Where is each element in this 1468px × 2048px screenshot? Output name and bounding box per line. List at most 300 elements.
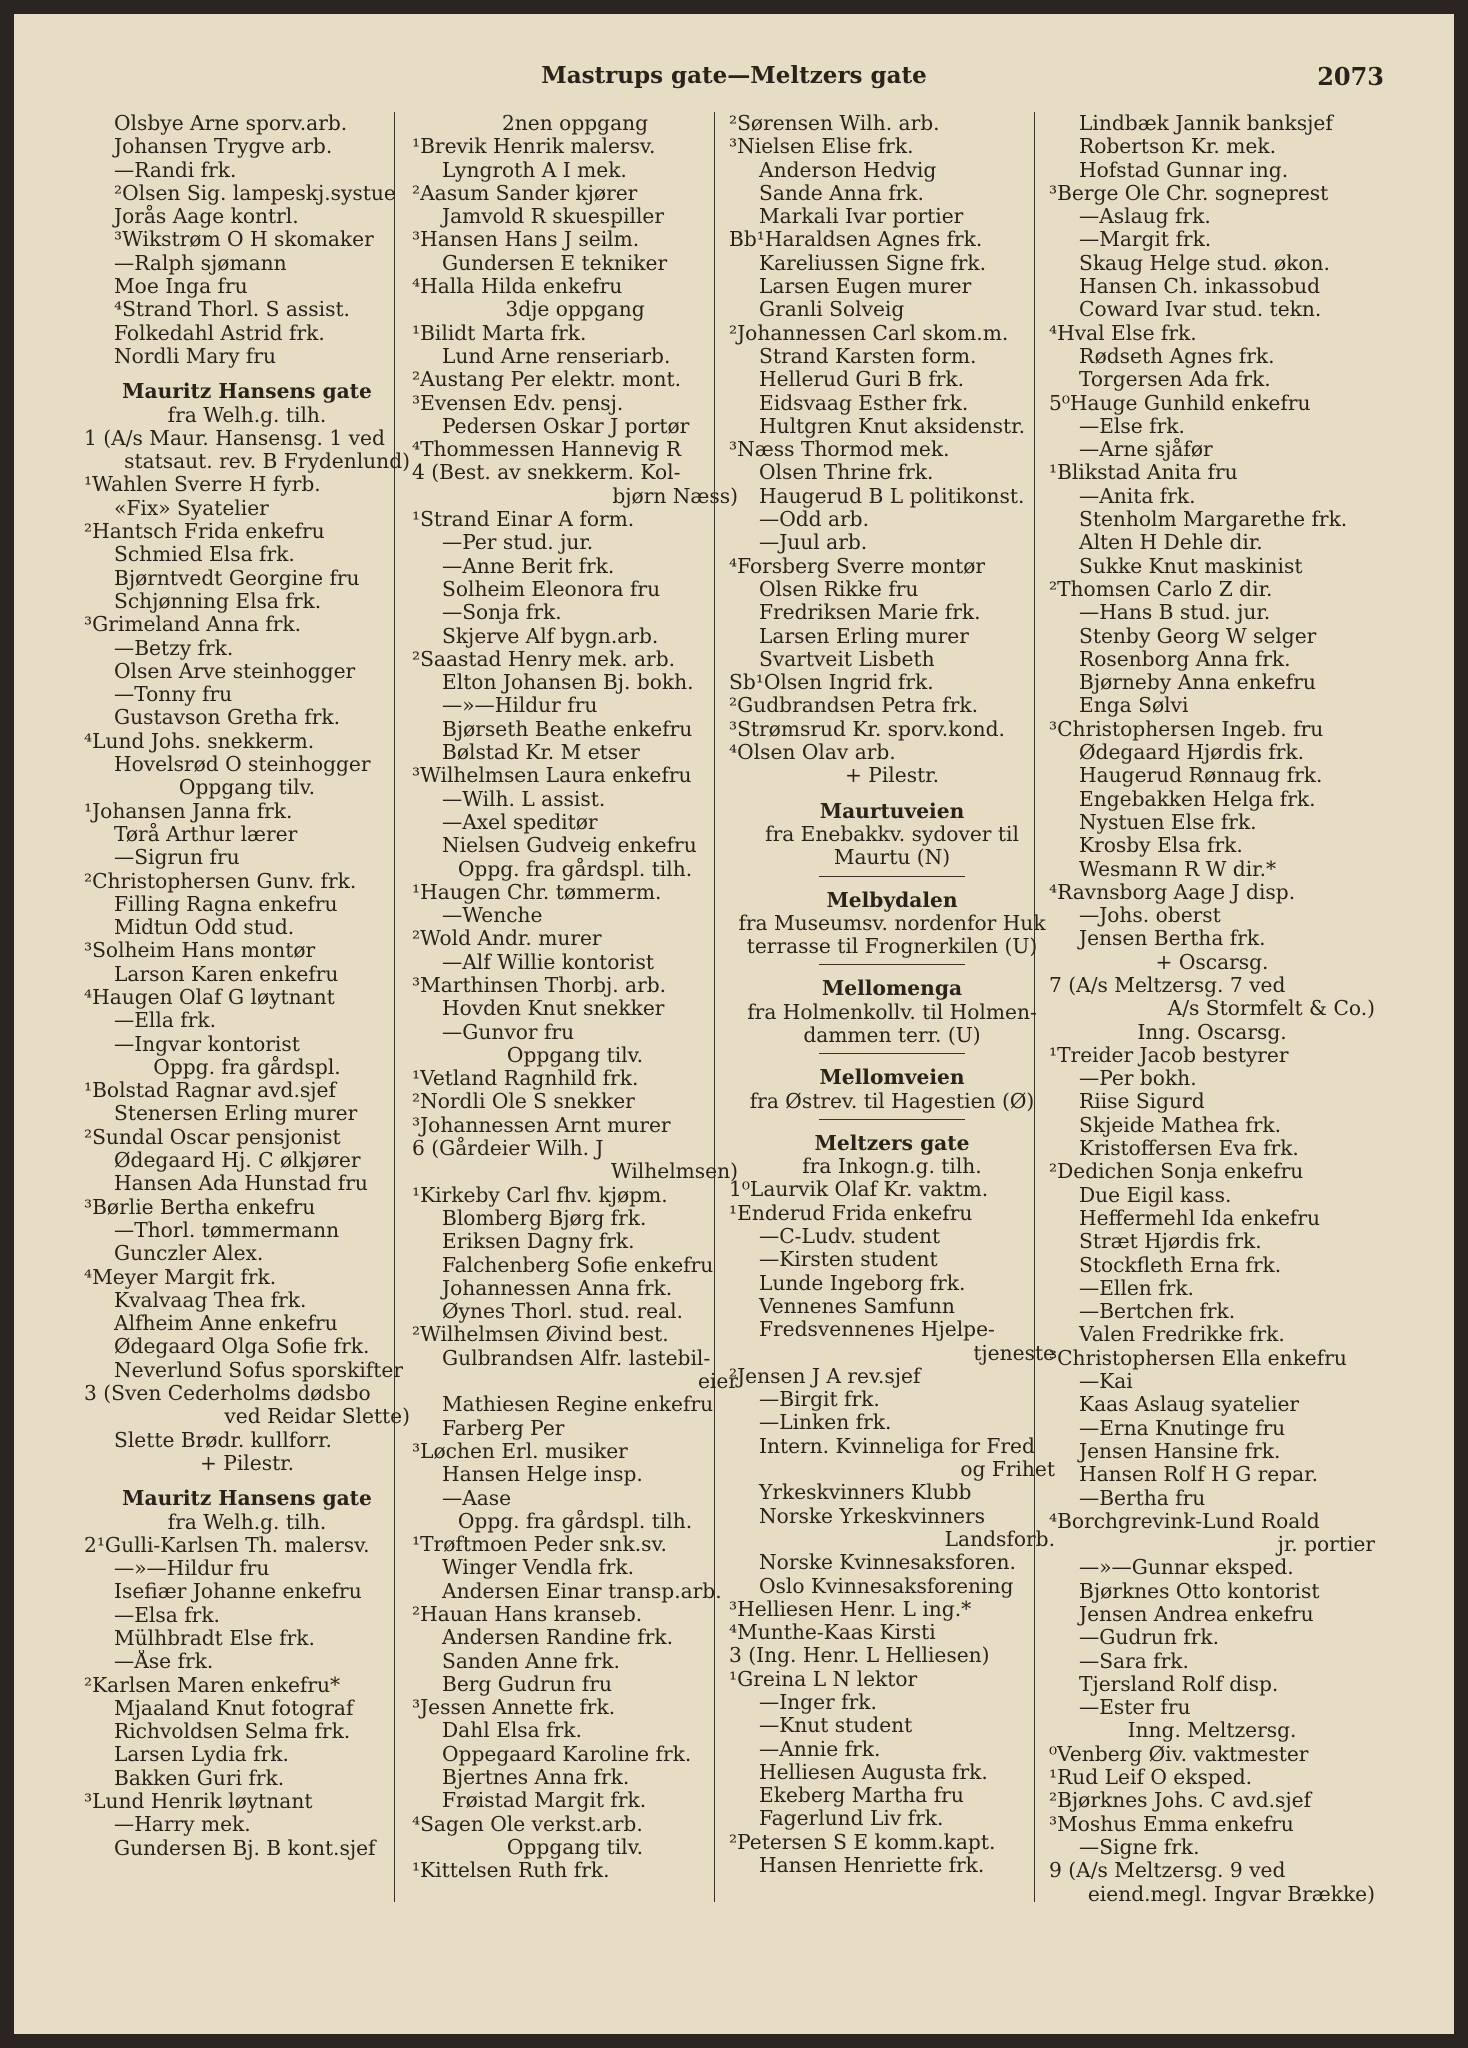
directory-line: Richvoldsen Selma frk. bbox=[114, 1720, 351, 1744]
directory-line: —Per stud. jur. bbox=[442, 531, 594, 555]
directory-line: Valen Fredrikke frk. bbox=[1079, 1323, 1285, 1347]
directory-line: —Wenche bbox=[442, 904, 543, 928]
directory-line: Dahl Elsa frk. bbox=[442, 1719, 582, 1743]
directory-line: fra Welh.g. tilh. bbox=[167, 403, 327, 427]
directory-line: —Sara frk. bbox=[1079, 1649, 1189, 1673]
directory-line: ²Austang Per elektr. mont. bbox=[412, 368, 682, 392]
directory-line: —Anne Berit frk. bbox=[442, 554, 615, 578]
directory-line: ³Evensen Edv. pensj. bbox=[412, 391, 624, 415]
directory-line: ²Olsen Sig. lampeskj.systue bbox=[114, 181, 396, 205]
directory-line: 2¹Gulli-Karlsen Th. malersv. bbox=[84, 1533, 370, 1557]
directory-line: —Bertchen frk. bbox=[1079, 1300, 1236, 1324]
directory-line: Hofstad Gunnar ing. bbox=[1079, 158, 1289, 182]
directory-line: Midtun Odd stud. bbox=[114, 916, 295, 940]
directory-line: Frøistad Margit frk. bbox=[442, 1789, 647, 1813]
directory-line: terrasse til Frognerkilen (U) bbox=[746, 935, 1038, 959]
directory-line: ¹Kirkeby Carl fhv. kjøpm. bbox=[412, 1183, 668, 1207]
directory-line: Ødegaard Hjørdis frk. bbox=[1079, 741, 1304, 765]
directory-line: Farberg Per bbox=[442, 1416, 565, 1440]
directory-line: ²Thomsen Carlo Z dir. bbox=[1049, 577, 1273, 601]
directory-line: fra Museumsv. nordenfor Huk bbox=[738, 911, 1046, 935]
directory-line: Oppgang tilv. bbox=[506, 1835, 644, 1859]
directory-line: Stenersen Erling murer bbox=[114, 1102, 358, 1126]
directory-line: Nystuen Else frk. bbox=[1079, 810, 1257, 834]
directory-line: Olsen Thrine frk. bbox=[759, 461, 934, 485]
directory-line: Oslo Kvinnesaksforening bbox=[759, 1574, 1014, 1598]
directory-line: fra Holmenkollv. til Holmen- bbox=[747, 1000, 1037, 1024]
directory-line: —Arne sjåfør bbox=[1079, 438, 1213, 462]
directory-line: ³Børlie Bertha enkefru bbox=[84, 1195, 316, 1219]
directory-line: Berg Gudrun fru bbox=[442, 1672, 613, 1696]
directory-line: —Harry mek. bbox=[114, 1813, 251, 1837]
street-heading: Mellomenga bbox=[821, 977, 963, 1001]
directory-line: ¹Treider Jacob bestyrer bbox=[1049, 1043, 1289, 1067]
directory-line: ³Wilhelmsen Laura enkefru bbox=[412, 764, 692, 788]
directory-line: Nielsen Gudveig enkefru bbox=[442, 834, 697, 858]
directory-line: Larsen Lydia frk. bbox=[114, 1743, 289, 1767]
directory-line: jr. portier bbox=[1277, 1533, 1375, 1557]
directory-line: ³Næss Thormod mek. bbox=[729, 438, 950, 462]
directory-line: Tørå Arthur lærer bbox=[114, 822, 298, 846]
directory-line: Norske Kvinnesaksforen. bbox=[759, 1551, 1016, 1575]
directory-line: —»—Hildur fru bbox=[442, 694, 598, 718]
directory-line: Eriksen Dagny frk. bbox=[442, 1230, 635, 1254]
directory-line: ²Sørensen Wilh. arb. bbox=[729, 112, 940, 135]
directory-line: 3 (Ing. Henr. L Helliesen) bbox=[729, 1644, 990, 1668]
directory-line: Heffermehl Ida enkefru bbox=[1079, 1206, 1321, 1230]
directory-line: Oppgang tilv. bbox=[178, 776, 316, 800]
directory-line: Hansen Helge insp. bbox=[442, 1463, 643, 1487]
directory-line: ¹Johansen Janna frk. bbox=[84, 799, 293, 823]
directory-line: Torgersen Ada frk. bbox=[1079, 368, 1271, 392]
directory-line: Stenholm Margarethe frk. bbox=[1079, 508, 1348, 532]
directory-line: —Sonja frk. bbox=[442, 601, 562, 625]
directory-line: ¹Kittelsen Ruth frk. bbox=[412, 1859, 610, 1883]
directory-line: ²Dedichen Sonja enkefru bbox=[1049, 1160, 1304, 1184]
directory-line: Eidsvaag Esther frk. bbox=[759, 391, 969, 415]
directory-line: Ødegaard Olga Sofie frk. bbox=[114, 1335, 370, 1359]
directory-line: —Hans B stud. jur. bbox=[1079, 601, 1271, 625]
street-heading: Melbydalen bbox=[826, 888, 958, 912]
column-1 bbox=[84, 112, 410, 1860]
directory-line: Bjørntvedt Georgine fru bbox=[114, 566, 360, 590]
directory-line: Oppgang tilv. bbox=[506, 1043, 644, 1067]
directory-line: Nordli Mary fru bbox=[114, 344, 277, 368]
directory-line: —Tonny fru bbox=[114, 683, 233, 707]
directory-line: ²Aasum Sander kjører bbox=[412, 181, 638, 205]
directory-line: Wesmann R W dir.* bbox=[1079, 857, 1277, 881]
directory-line: —Knut student bbox=[759, 1714, 913, 1738]
street-heading: Mellomveien bbox=[819, 1066, 965, 1090]
directory-line: Inng. Meltzersg. bbox=[1127, 1719, 1297, 1743]
directory-line: —Ester fru bbox=[1079, 1696, 1191, 1720]
directory-line: —Alf Willie kontorist bbox=[442, 950, 654, 974]
directory-line: ²Petersen S E komm.kapt. bbox=[729, 1830, 996, 1854]
directory-line: Olsbye Arne sporv.arb. bbox=[114, 112, 348, 135]
directory-line: ²Bjørknes Johs. C avd.sjef bbox=[1049, 1789, 1312, 1813]
directory-line: Riise Sigurd bbox=[1079, 1090, 1205, 1114]
directory-line: Haugerud Rønnaug frk. bbox=[1079, 764, 1323, 788]
directory-line: Yrkeskvinners Klubb bbox=[759, 1481, 972, 1505]
directory-line: ¹Bilidt Marta frk. bbox=[412, 321, 587, 345]
directory-line: Kareliussen Signe frk. bbox=[759, 251, 987, 275]
directory-line: Oppegaard Karoline frk. bbox=[442, 1742, 692, 1766]
directory-line: Stockfleth Erna frk. bbox=[1079, 1253, 1282, 1277]
directory-line: ¹Strand Einar A form. bbox=[412, 508, 635, 532]
directory-line: Mjaaland Knut fotograf bbox=[114, 1696, 354, 1720]
directory-line: Rødseth Agnes frk. bbox=[1079, 344, 1275, 368]
directory-line: —Margit frk. bbox=[1079, 228, 1212, 252]
directory-line: Landsforb. bbox=[944, 1527, 1055, 1551]
directory-line: —Gudrun frk. bbox=[1079, 1626, 1220, 1650]
directory-line: Winger Vendla frk. bbox=[442, 1556, 635, 1580]
directory-line: + Oscarsg. bbox=[1155, 950, 1269, 974]
directory-line: —Johs. oberst bbox=[1079, 904, 1221, 928]
directory-line: 3 (Sven Cederholms dødsbo bbox=[84, 1382, 371, 1406]
directory-line: —»—Gunnar eksped. bbox=[1079, 1556, 1294, 1580]
directory-line: Bjørknes Otto kontorist bbox=[1079, 1579, 1320, 1603]
directory-line: Jensen Hansine frk. bbox=[1079, 1439, 1281, 1463]
directory-line: Gustavson Gretha frk. bbox=[114, 706, 341, 730]
directory-line: —Ingvar kontorist bbox=[114, 1032, 300, 1056]
directory-line: Svartveit Lisbeth bbox=[759, 647, 935, 671]
directory-line: Falchenberg Sofie enkefru bbox=[442, 1253, 714, 1277]
directory-line: —Odd arb. bbox=[759, 508, 870, 532]
directory-line: ⁴Borchgrevink-Lund Roald bbox=[1049, 1509, 1320, 1533]
directory-line: Bjertnes Anna frk. bbox=[442, 1766, 630, 1790]
directory-line: Haugerud B L politikonst. bbox=[759, 484, 1025, 508]
directory-line: ³Marthinsen Thorbj. arb. bbox=[412, 973, 667, 997]
directory-line: Sanden Anne frk. bbox=[442, 1649, 620, 1673]
directory-line: Rosenborg Anna frk. bbox=[1079, 647, 1291, 671]
street-heading: Mauritz Hansens gate bbox=[122, 380, 372, 404]
directory-line: Alfheim Anne enkefru bbox=[114, 1312, 338, 1336]
directory-line: statsaut. rev. B Frydenlund) bbox=[124, 450, 410, 474]
directory-line: ²Saastad Henry mek. arb. bbox=[412, 647, 676, 671]
directory-line: —Elsa frk. bbox=[114, 1603, 220, 1627]
directory-line: Øynes Thorl. stud. real. bbox=[442, 1300, 683, 1324]
directory-line: Gundersen Bj. B kont.sjef bbox=[114, 1836, 376, 1860]
directory-line: —Ella frk. bbox=[114, 1009, 217, 1033]
directory-line: Larsen Erling murer bbox=[759, 624, 969, 648]
directory-line: Anderson Hedvig bbox=[759, 158, 937, 182]
directory-line: —Else frk. bbox=[1079, 414, 1185, 438]
street-heading: Meltzers gate bbox=[814, 1131, 970, 1155]
directory-line: —Linken frk. bbox=[759, 1411, 892, 1435]
directory-line: ¹Brevik Henrik malersv. bbox=[412, 135, 656, 159]
directory-line: —Sigrun fru bbox=[114, 846, 240, 870]
directory-line: Andersen Einar transp.arb. bbox=[442, 1579, 722, 1603]
directory-line: Oppg. fra gårdspl. bbox=[153, 1055, 341, 1079]
directory-line: Sande Anna frk. bbox=[759, 181, 924, 205]
directory-line: ²Nordli Ole S snekker bbox=[412, 1090, 635, 1114]
directory-line: ⁴Thommessen Hannevig R bbox=[412, 438, 682, 462]
directory-line: —Randi frk. bbox=[114, 158, 237, 182]
directory-line: Isefiær Johanne enkefru bbox=[114, 1580, 362, 1604]
directory-line: Folkedahl Astrid frk. bbox=[114, 321, 325, 345]
directory-line: eiend.megl. Ingvar Brække) bbox=[1087, 1882, 1375, 1906]
directory-line: + Pilestr. bbox=[199, 1451, 295, 1475]
directory-line: ¹Trøftmoen Peder snk.sv. bbox=[412, 1533, 667, 1557]
directory-line: ⁴Olsen Olav arb. bbox=[729, 741, 896, 765]
directory-line: Jorås Aage kontrl. bbox=[114, 205, 299, 229]
directory-line: Johannessen Anna frk. bbox=[442, 1276, 673, 1300]
directory-line: ³Berge Ole Chr. sogneprest bbox=[1049, 181, 1329, 205]
directory-line: eier bbox=[697, 1370, 738, 1394]
directory-line: ⁴Strand Thorl. S assist. bbox=[114, 298, 350, 322]
directory-line: —»—Hildur fru bbox=[114, 1557, 270, 1581]
directory-line: Coward Ivar stud. tekn. bbox=[1079, 298, 1322, 322]
directory-line: Lunde Ingeborg frk. bbox=[759, 1271, 966, 1295]
directory-line: —Aase bbox=[442, 1486, 512, 1510]
directory-line: Bjørneby Anna enkefru bbox=[1079, 671, 1316, 695]
directory-line: Wilhelmsen) bbox=[610, 1160, 738, 1184]
directory-line: Jensen Andrea enkefru bbox=[1079, 1603, 1314, 1626]
directory-page bbox=[14, 14, 1454, 2034]
directory-line: Larsen Eugen murer bbox=[759, 275, 972, 299]
directory-line: Skaug Helge stud. økon. bbox=[1079, 251, 1330, 275]
directory-line: Sb¹Olsen Ingrid frk. bbox=[729, 671, 934, 695]
directory-line: ⁴Forsberg Sverre montør bbox=[729, 554, 986, 578]
directory-line: 4 (Best. av snekkerm. Kol- bbox=[412, 461, 681, 485]
directory-line: Fredriksen Marie frk. bbox=[759, 601, 981, 625]
directory-line: ³Hansen Hans J seilm. bbox=[412, 228, 640, 252]
street-heading: Mauritz Hansens gate bbox=[122, 1487, 372, 1511]
directory-line: ¹Greina L N lektor bbox=[729, 1667, 918, 1691]
directory-line: —Axel speditør bbox=[442, 810, 598, 834]
directory-line: 5⁰Hauge Gunhild enkefru bbox=[1049, 391, 1311, 415]
directory-line: 6 (Gårdeier Wilh. J bbox=[412, 1137, 604, 1161]
directory-line: Kvalvaag Thea frk. bbox=[114, 1288, 307, 1312]
directory-line: Kaas Aslaug syatelier bbox=[1079, 1393, 1300, 1417]
section-rule bbox=[819, 1119, 966, 1120]
directory-line: Johansen Trygve arb. bbox=[114, 135, 333, 159]
directory-line: Hansen Henriette frk. bbox=[759, 1854, 985, 1878]
directory-line: fra Welh.g. tilh. bbox=[167, 1510, 327, 1534]
directory-line: ³Helliesen Henr. L ing.* bbox=[729, 1597, 972, 1621]
column-3 bbox=[729, 112, 1055, 1877]
directory-line: Due Eigil kass. bbox=[1079, 1183, 1232, 1207]
directory-line: Fredsvennenes Hjelpe- bbox=[759, 1318, 995, 1342]
directory-line: ³Moshus Emma enkefru bbox=[1049, 1812, 1294, 1836]
directory-line: ³Christophersen Ella enkefru bbox=[1049, 1346, 1347, 1370]
directory-line: —Signe frk. bbox=[1079, 1835, 1200, 1859]
directory-line: —Juul arb. bbox=[759, 531, 868, 555]
directory-line: Bølstad Kr. M etser bbox=[442, 741, 640, 765]
directory-line: ⁴Meyer Margit frk. bbox=[84, 1265, 277, 1289]
directory-line: ³Strømsrud Kr. sporv.kond. bbox=[729, 717, 1005, 741]
directory-line: fra Inkogn.g. tilh. bbox=[802, 1155, 982, 1179]
directory-line: —Kai bbox=[1079, 1370, 1133, 1394]
directory-line: Andersen Randine frk. bbox=[442, 1626, 674, 1650]
directory-line: ³Solheim Hans montør bbox=[84, 939, 316, 963]
directory-line: Intern. Kvinneliga for Fred bbox=[759, 1434, 1035, 1458]
page-title: Mastrups gate—Meltzers gate bbox=[541, 62, 927, 89]
directory-line: ²Wold Andr. murer bbox=[412, 927, 602, 951]
directory-line: ²Johannessen Carl skom.m. bbox=[729, 321, 1009, 345]
directory-line: ⁴Sagen Ole verkst.arb. bbox=[412, 1812, 643, 1836]
directory-line: Hovelsrød O steinhogger bbox=[114, 753, 371, 777]
directory-line: Jensen Bertha frk. bbox=[1079, 927, 1266, 951]
directory-line: Krosby Elsa frk. bbox=[1079, 834, 1243, 858]
directory-line: A/s Stormfelt & Co.) bbox=[1167, 997, 1375, 1021]
directory-line: ²Wilhelmsen Øivind best. bbox=[412, 1323, 669, 1347]
directory-line: Ekeberg Martha fru bbox=[759, 1784, 964, 1808]
directory-line: ²Karlsen Maren enkefru* bbox=[84, 1673, 341, 1697]
directory-line: ³Lund Henrik løytnant bbox=[84, 1790, 313, 1814]
directory-line: 7 (A/s Meltzersg. 7 ved bbox=[1049, 973, 1286, 997]
directory-line: Engebakken Helga frk. bbox=[1079, 787, 1316, 811]
directory-line: Oppg. fra gårdspl. tilh. bbox=[457, 857, 693, 881]
directory-line: ³Jessen Annette frk. bbox=[412, 1696, 616, 1720]
directory-line: Alten H Dehle dir. bbox=[1079, 531, 1263, 555]
directory-line: —Ralph sjømann bbox=[114, 251, 287, 275]
directory-line: —Thorl. tømmermann bbox=[114, 1218, 340, 1242]
directory-line: Filling Ragna enkefru bbox=[114, 892, 338, 916]
directory-line: Elton Johansen Bj. bokh. bbox=[442, 671, 694, 695]
directory-line: Mathiesen Regine enkefru bbox=[442, 1393, 714, 1417]
directory-line: tjeneste bbox=[973, 1341, 1055, 1365]
directory-line: Inng. Oscarsg. bbox=[1137, 1020, 1287, 1044]
directory-line: Blomberg Bjørg frk. bbox=[442, 1206, 647, 1230]
directory-line: Hovden Knut snekker bbox=[442, 997, 665, 1021]
directory-line: Hansen Ch. inkassobud bbox=[1079, 275, 1321, 299]
directory-line: ⁴Halla Hilda enkefru bbox=[412, 275, 623, 299]
directory-line: Skjerve Alf bygn.arb. bbox=[442, 624, 659, 648]
directory-line: Olsen Arve steinhogger bbox=[114, 659, 356, 683]
directory-line: Schmied Elsa frk. bbox=[114, 543, 295, 567]
directory-line: Olsen Rikke fru bbox=[759, 577, 919, 601]
directory-line: Gundersen E tekniker bbox=[442, 251, 668, 275]
directory-line: 1⁰Laurvik Olaf Kr. vaktm. bbox=[729, 1178, 989, 1202]
directory-line: ¹Wahlen Sverre H fyrb. bbox=[84, 473, 321, 497]
directory-line: Tjersland Rolf disp. bbox=[1079, 1672, 1279, 1696]
directory-line: Markali Ivar portier bbox=[759, 205, 964, 229]
directory-line: 9 (A/s Meltzersg. 9 ved bbox=[1049, 1859, 1286, 1883]
directory-line: bjørn Næss) bbox=[612, 484, 738, 508]
directory-line: Schjønning Elsa frk. bbox=[114, 589, 322, 613]
directory-line: Gunczler Alex. bbox=[114, 1242, 264, 1266]
directory-line: ²Hantsch Frida enkefru bbox=[84, 520, 325, 544]
directory-line: —Bertha fru bbox=[1079, 1486, 1206, 1510]
directory-line: ³Wikstrøm O H skomaker bbox=[114, 228, 374, 252]
directory-line: Stenby Georg W selger bbox=[1079, 624, 1317, 648]
section-rule bbox=[819, 964, 966, 965]
directory-line: Pedersen Oskar J portør bbox=[442, 414, 690, 438]
directory-line: Sukke Knut maskinist bbox=[1079, 554, 1303, 578]
directory-line: ⁴Hval Else frk. bbox=[1049, 321, 1197, 345]
directory-line: dammen terr. (U) bbox=[803, 1023, 981, 1047]
directory-line: Enga Sølvi bbox=[1079, 694, 1189, 718]
directory-line: —Gunvor fru bbox=[442, 1020, 575, 1044]
directory-line: og Frihet bbox=[960, 1458, 1055, 1482]
directory-line: ⁴Lund Johs. snekkerm. bbox=[84, 729, 315, 753]
directory-line: Hultgren Knut aksidenstr. bbox=[759, 414, 1026, 438]
directory-line: ¹Vetland Ragnhild frk. bbox=[412, 1067, 639, 1091]
directory-line: Bjørseth Beathe enkefru bbox=[442, 717, 693, 741]
directory-line: Granli Solveig bbox=[759, 298, 905, 322]
directory-line: ²Sundal Oscar pensjonist bbox=[84, 1125, 341, 1149]
directory-line: Lund Arne renseriarb. bbox=[442, 344, 671, 368]
directory-line: ¹Haugen Chr. tømmerm. bbox=[412, 880, 662, 904]
directory-line: —C-Ludv. student bbox=[759, 1225, 941, 1249]
directory-line: Neverlund Sofus sporskifter bbox=[114, 1358, 403, 1382]
directory-line: 1 (A/s Maur. Hansensg. 1 ved bbox=[84, 426, 385, 450]
directory-line: —Annie frk. bbox=[759, 1737, 881, 1761]
directory-line: Kristoffersen Eva frk. bbox=[1079, 1137, 1299, 1161]
directory-line: —Anita frk. bbox=[1079, 484, 1196, 508]
directory-line: ¹Rud Leif O eksped. bbox=[1049, 1766, 1253, 1790]
directory-line: Gulbrandsen Alfr. lastebil- bbox=[442, 1346, 711, 1370]
directory-line: —Kirsten student bbox=[759, 1248, 938, 1272]
directory-line: Skjeide Mathea frk. bbox=[1079, 1113, 1282, 1137]
directory-line: Hansen Rolf H G repar. bbox=[1079, 1463, 1319, 1487]
directory-line: —Inger frk. bbox=[759, 1691, 877, 1714]
directory-line: ²Jensen J A rev.sjef bbox=[729, 1364, 921, 1388]
directory-line: ¹Enderud Frida enkefru bbox=[729, 1201, 973, 1225]
directory-line: Stræt Hjørdis frk. bbox=[1079, 1230, 1262, 1254]
directory-line: ³Johannessen Arnt murer bbox=[412, 1113, 671, 1137]
directory-line: Slette Brødr. kullforr. bbox=[114, 1428, 332, 1452]
directory-line: ³Christophersen Ingeb. fru bbox=[1049, 717, 1324, 741]
section-rule bbox=[819, 1053, 966, 1054]
directory-line: ¹Bolstad Ragnar avd.sjef bbox=[84, 1079, 336, 1103]
directory-line: Mülhbradt Else frk. bbox=[114, 1627, 315, 1650]
directory-line: Larson Karen enkefru bbox=[114, 962, 339, 986]
directory-line: ³Løchen Erl. musiker bbox=[412, 1439, 628, 1463]
directory-line: Lindbæk Jannik banksjef bbox=[1079, 112, 1333, 135]
page-number: 2073 bbox=[1317, 62, 1384, 91]
column-4 bbox=[1049, 112, 1375, 1906]
directory-line: 3dje oppgang bbox=[505, 298, 645, 322]
directory-line: 2nen oppgang bbox=[501, 112, 649, 135]
directory-line: —Betzy frk. bbox=[114, 636, 234, 660]
directory-line: Robertson Kr. mek. bbox=[1079, 135, 1277, 159]
directory-line: Hellerud Guri B frk. bbox=[759, 368, 965, 392]
directory-line: Hansen Ada Hunstad fru bbox=[114, 1172, 368, 1196]
directory-line: ved Reidar Slette) bbox=[224, 1405, 410, 1429]
directory-line: ³Nielsen Elise frk. bbox=[729, 135, 914, 159]
directory-line: «Fix» Syatelier bbox=[114, 496, 269, 520]
directory-line: Bb¹Haraldsen Agnes frk. bbox=[729, 228, 983, 252]
directory-line: ³Grimeland Anna frk. bbox=[84, 613, 302, 637]
directory-line: Moe Inga fru bbox=[114, 275, 248, 299]
street-heading: Maurtuveien bbox=[819, 799, 965, 823]
directory-line: + Pilestr. bbox=[844, 764, 940, 788]
directory-line: ²Hauan Hans kranseb. bbox=[412, 1603, 643, 1626]
directory-line: Bakken Guri frk. bbox=[114, 1766, 285, 1790]
directory-line: Norske Yrkeskvinners bbox=[759, 1504, 985, 1528]
directory-line: ²Gudbrandsen Petra frk. bbox=[729, 694, 979, 718]
directory-line: —Ellen frk. bbox=[1079, 1276, 1194, 1300]
directory-line: Vennenes Samfunn bbox=[759, 1294, 955, 1318]
directory-line: Strand Karsten form. bbox=[759, 344, 977, 368]
directory-line: —Aslaug frk. bbox=[1079, 205, 1211, 229]
directory-line: —Åse frk. bbox=[114, 1650, 214, 1674]
section-rule bbox=[819, 876, 966, 877]
directory-line: Fagerlund Liv frk. bbox=[759, 1807, 944, 1831]
directory-line: ¹Blikstad Anita fru bbox=[1049, 461, 1238, 485]
directory-line: —Birgit frk. bbox=[759, 1388, 880, 1412]
directory-line: fra Enebakkv. sydover til bbox=[765, 822, 1019, 846]
directory-line: ⁴Munthe-Kaas Kirsti bbox=[729, 1621, 936, 1645]
directory-line: Maurtu (N) bbox=[833, 846, 951, 870]
directory-line: ⁴Haugen Olaf G løytnant bbox=[84, 985, 335, 1009]
directory-line: —Erna Knutinge fru bbox=[1079, 1416, 1286, 1440]
directory-line: Oppg. fra gårdspl. tilh. bbox=[457, 1509, 693, 1533]
directory-line: Helliesen Augusta frk. bbox=[759, 1760, 988, 1784]
directory-line: fra Østrev. til Hagestien (Ø) bbox=[749, 1089, 1035, 1113]
